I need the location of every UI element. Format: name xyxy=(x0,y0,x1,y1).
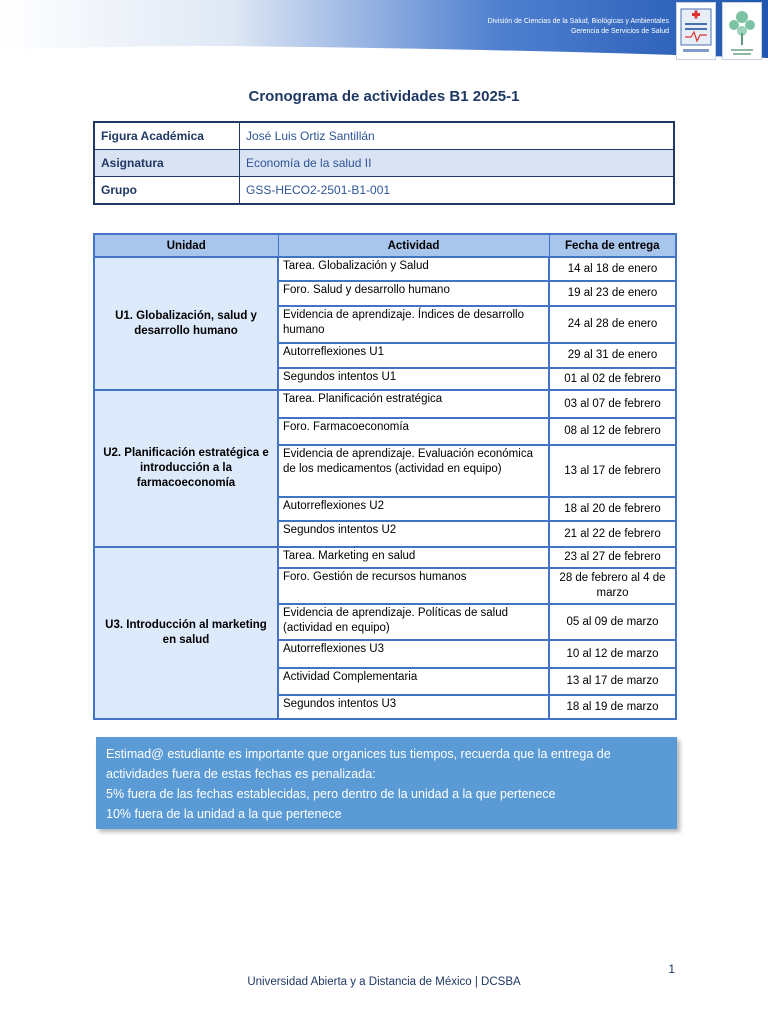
penalty-notice xyxy=(96,737,677,829)
activity-cell: Foro. Farmacoeconomía xyxy=(278,418,549,445)
activity-cell: Actividad Complementaria xyxy=(278,668,549,695)
date-cell: 01 al 02 de febrero xyxy=(549,368,676,390)
activity-cell: Segundos intentos U2 xyxy=(278,521,549,547)
date-cell: 13 al 17 de marzo xyxy=(549,668,676,695)
division-line-1: División de Ciencias de la Salud, Biológicas y Ambientales xyxy=(487,18,669,25)
info-value: Economía de la salud II xyxy=(240,150,675,177)
table-row xyxy=(94,257,676,281)
table-row xyxy=(94,390,676,418)
info-label: Grupo xyxy=(94,177,240,205)
date-cell: 24 al 28 de enero xyxy=(549,306,676,343)
unit-cell: U2. Planificación estratégica e introducción a la farmacoeconomía xyxy=(94,390,278,547)
date-cell: 10 al 12 de marzo xyxy=(549,640,676,668)
page-number: 1 xyxy=(668,962,675,976)
schedule-table xyxy=(93,233,677,720)
info-row xyxy=(94,177,674,205)
header-banner xyxy=(0,0,768,62)
activity-cell: Evidencia de aprendizaje. Políticas de salud (actividad en equipo) xyxy=(278,604,549,640)
date-cell: 05 al 09 de marzo xyxy=(549,604,676,640)
header-date: Fecha de entrega xyxy=(549,234,676,257)
activity-cell: Tarea. Planificación estratégica xyxy=(278,390,549,418)
activity-cell: Evidencia de aprendizaje. Índices de desarrollo humano xyxy=(278,306,549,343)
date-cell: 21 al 22 de febrero xyxy=(549,521,676,547)
date-cell: 03 al 07 de febrero xyxy=(549,390,676,418)
table-header-row xyxy=(94,234,676,257)
date-cell: 29 al 31 de enero xyxy=(549,343,676,368)
activity-cell: Tarea. Globalización y Salud xyxy=(278,257,549,281)
course-info-table xyxy=(93,121,675,205)
info-value: GSS-HECO2-2501-B1-001 xyxy=(240,177,675,205)
date-cell: 13 al 17 de febrero xyxy=(549,445,676,497)
activity-cell: Evidencia de aprendizaje. Evaluación económica de los medicamentos (actividad en equipo) xyxy=(278,445,549,497)
activity-cell: Foro. Gestión de recursos humanos xyxy=(278,568,549,604)
unit-cell: U3. Introducción al marketing en salud xyxy=(94,547,278,719)
activity-cell: Autorreflexiones U1 xyxy=(278,343,549,368)
notice-intro: Estimad@ estudiante es importante que organices tus tiempos, recuerda que la entrega de actividades fuera de estas fechas es penalizada: xyxy=(106,747,611,781)
date-cell: 18 al 20 de febrero xyxy=(549,497,676,521)
activity-cell: Tarea. Marketing en salud xyxy=(278,547,549,568)
health-services-logo xyxy=(676,2,716,60)
info-label: Figura Académica xyxy=(94,122,240,150)
date-cell: 23 al 27 de febrero xyxy=(549,547,676,568)
date-cell: 19 al 23 de enero xyxy=(549,281,676,306)
notice-penalty-10: 10% fuera de la unidad a la que pertenece xyxy=(106,807,342,821)
table-row xyxy=(94,547,676,568)
date-cell: 18 al 19 de marzo xyxy=(549,695,676,719)
division-logo xyxy=(722,2,762,60)
header-activity: Actividad xyxy=(278,234,549,257)
division-text xyxy=(488,17,669,37)
activity-cell: Segundos intentos U3 xyxy=(278,695,549,719)
info-value: José Luis Ortiz Santillán xyxy=(240,122,675,150)
date-cell: 14 al 18 de enero xyxy=(549,257,676,281)
date-cell: 08 al 12 de febrero xyxy=(549,418,676,445)
footer-text: Universidad Abierta y a Distancia de México | DCSBA xyxy=(247,976,521,988)
info-row xyxy=(94,150,674,177)
unit-cell: U1. Globalización, salud y desarrollo humano xyxy=(94,257,278,390)
division-line-2: Gerencia de Servicios de Salud xyxy=(570,28,669,35)
activity-cell: Segundos intentos U1 xyxy=(278,368,549,390)
notice-penalty-5: 5% fuera de las fechas establecidas, pero dentro de la unidad a la que pertenece xyxy=(106,787,556,801)
info-label: Asignatura xyxy=(94,150,240,177)
info-row xyxy=(94,122,674,150)
date-cell: 28 de febrero al 4 de marzo xyxy=(549,568,676,604)
document-title: Cronograma de actividades B1 2025-1 xyxy=(248,88,520,105)
activity-cell: Foro. Salud y desarrollo humano xyxy=(278,281,549,306)
activity-cell: Autorreflexiones U2 xyxy=(278,497,549,521)
activity-cell: Autorreflexiones U3 xyxy=(278,640,549,668)
header-unit: Unidad xyxy=(94,234,278,257)
